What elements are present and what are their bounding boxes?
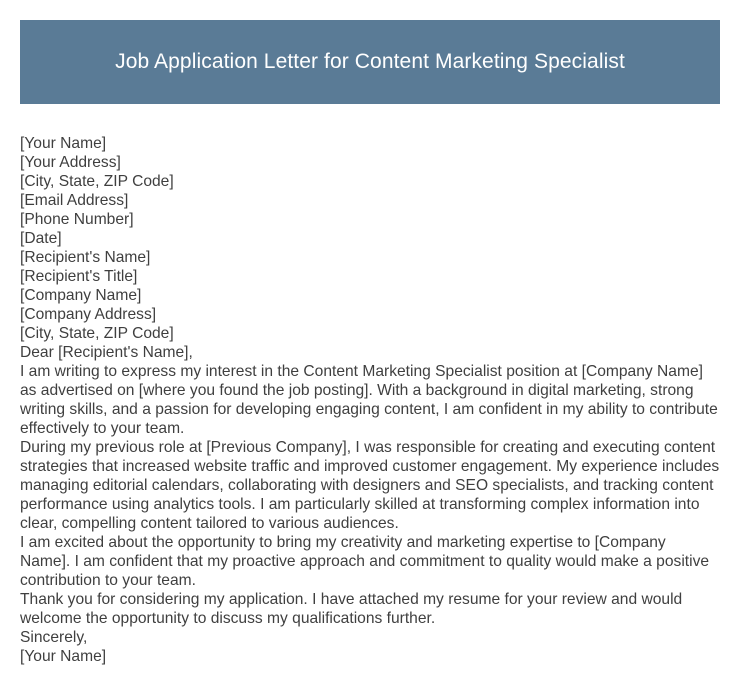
salutation: Dear [Recipient's Name], (20, 344, 193, 361)
sender-phone: [Phone Number] (20, 211, 134, 228)
paragraph-closing: Thank you for considering my application. I have attached my resume for your review and would welcome the opportunity to discuss my qualifications further. (20, 591, 683, 627)
page-title: Job Application Letter for Content Marketing Specialist (115, 50, 625, 73)
closing: Sincerely, (20, 629, 88, 646)
paragraph-introduction: I am writing to express my interest in the Content Marketing Specialist position at [Company Name] as advertised on [where you found the job posting]. With a background in digital marketing, strong writing skills, and a passion for developing engaging content, I am confident in my ability to contribute effectively to your team. (20, 363, 718, 437)
recipient-address: [Company Address] (20, 306, 157, 323)
sender-name: [Your Name] (20, 135, 107, 152)
recipient-title: [Recipient's Title] (20, 268, 138, 285)
recipient-city-state-zip: [City, State, ZIP Code] (20, 325, 174, 342)
signature: [Your Name] (20, 648, 107, 665)
page-header (20, 20, 720, 104)
recipient-name: [Recipient's Name] (20, 249, 151, 266)
sender-email: [Email Address] (20, 192, 129, 209)
paragraph-experience: During my previous role at [Previous Company], I was responsible for creating and executing content strategies that increased website traffic and improved customer engagement. My experience includes managing editorial calendars, collaborating with designers and SEO specialists, and tracking content performance using analytics tools. I am particularly skilled at transforming complex information into clear, compelling content tailored to various audiences. (20, 439, 720, 532)
recipient-company: [Company Name] (20, 287, 142, 304)
paragraph-motivation: I am excited about the opportunity to bring my creativity and marketing expertise to [Company Name]. I am confident that my proactive approach and commitment to quality would make a positive contribution to your team. (20, 534, 710, 589)
sender-city-state-zip: [City, State, ZIP Code] (20, 173, 174, 190)
letter-body (20, 134, 720, 666)
sender-address: [Your Address] (20, 154, 121, 171)
letter-date: [Date] (20, 230, 62, 247)
